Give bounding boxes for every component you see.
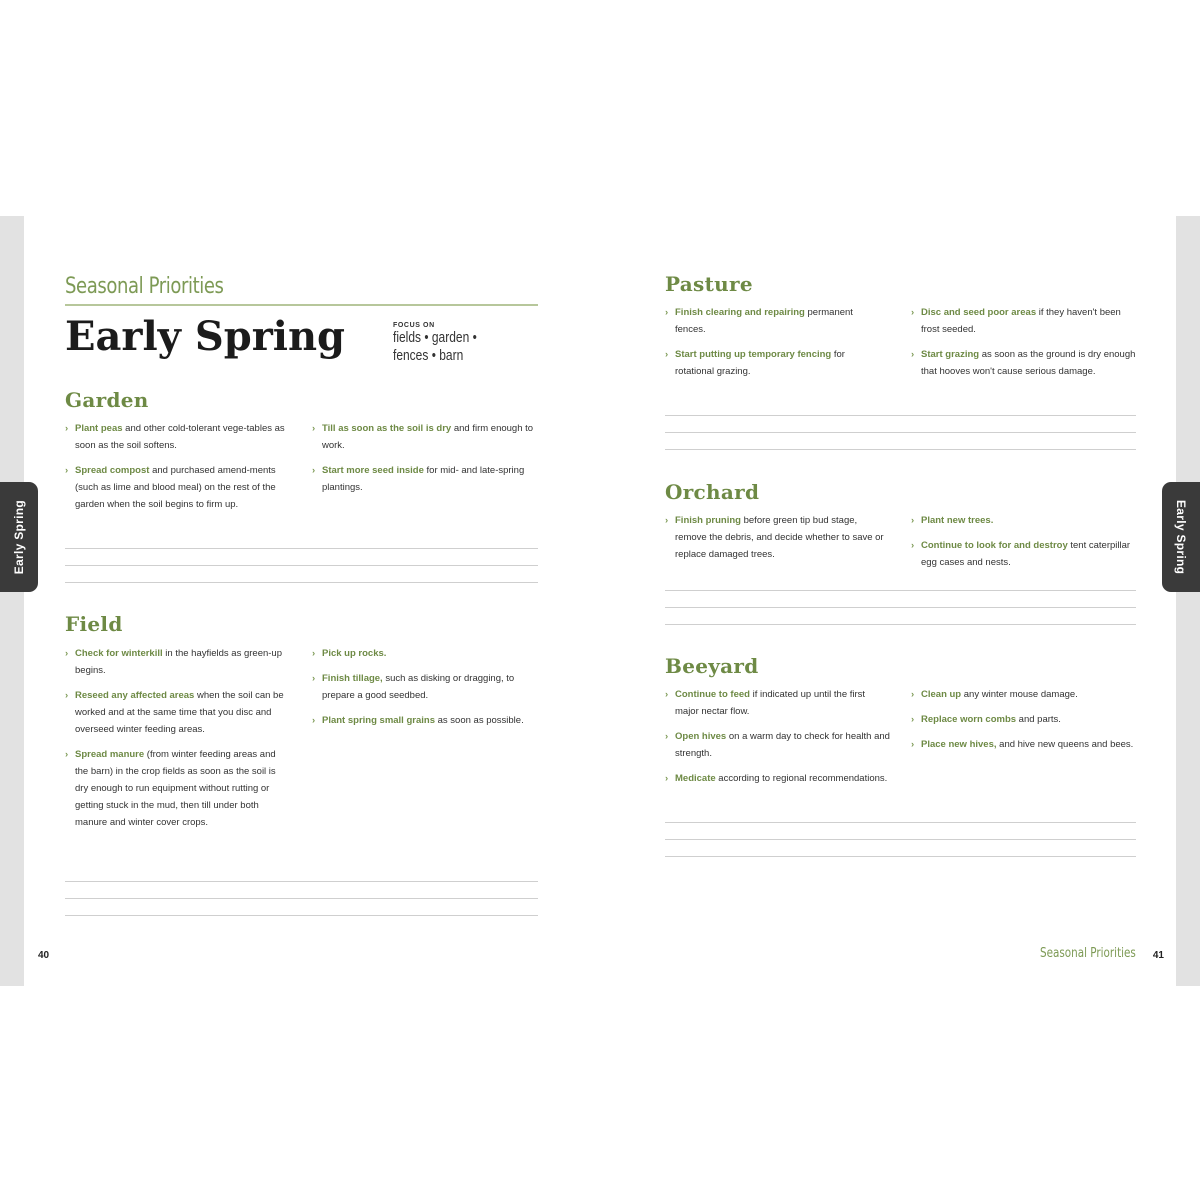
list-item (312, 645, 537, 662)
bullet-icon: › (665, 773, 669, 784)
item-text: before green tip bud stage, remove the debris, and decide whether to save or replace damaged trees. (675, 515, 884, 560)
list-item (65, 746, 291, 831)
section-title-field: Field (65, 612, 123, 636)
item-highlight: Start grazing (921, 349, 980, 360)
item-text: permanent fences. (675, 307, 853, 335)
item-text: for rotational grazing. (675, 349, 845, 377)
item-text: and purchased amend-ments (such as lime and blood meal) on the rest of the garden when the soil begins to firm up. (75, 465, 276, 510)
orchard-col-left (665, 512, 890, 571)
bullet-icon: › (911, 739, 915, 750)
item-text: according to regional recommendations. (715, 773, 888, 784)
bullet-icon: › (665, 689, 669, 700)
item-highlight: Medicate (675, 773, 716, 784)
item-highlight: Clean up (921, 689, 962, 700)
focus-box (393, 322, 503, 365)
pasture-col-right (911, 304, 1136, 388)
bullet-icon: › (65, 465, 69, 476)
note-lines-garden (65, 548, 538, 599)
list-item (312, 712, 537, 729)
list-item (65, 645, 291, 679)
bullet-icon: › (65, 690, 69, 701)
item-highlight: Till as soon as the soil is dry (322, 423, 452, 434)
list-item (911, 711, 1136, 728)
list-item (911, 686, 1136, 703)
orchard-col-right (911, 512, 1136, 579)
item-highlight: Finish tillage, (322, 673, 383, 684)
item-text: if indicated up until the first major nectar flow. (675, 689, 866, 717)
item-highlight: Continue to look for and destroy (921, 540, 1068, 551)
bullet-icon: › (911, 714, 915, 725)
beeyard-col-left (665, 686, 890, 795)
item-text: if they haven't been frost seeded. (921, 307, 1121, 335)
item-text: on a warm day to check for health and strength. (675, 731, 890, 759)
bullet-icon: › (312, 715, 316, 726)
bullet-icon: › (665, 731, 669, 742)
item-text: tent caterpillar egg cases and nests. (921, 540, 1131, 568)
item-highlight: Pick up rocks. (322, 648, 387, 659)
list-item (65, 420, 291, 454)
list-item (665, 686, 890, 720)
bullet-icon: › (65, 648, 69, 659)
bullet-icon: › (65, 423, 69, 434)
item-highlight: Plant peas (75, 423, 123, 434)
list-item (665, 728, 890, 762)
item-text: as soon as possible. (434, 715, 524, 726)
item-text: such as disking or dragging, to prepare a good seedbed. (322, 673, 515, 701)
bullet-icon: › (65, 749, 69, 760)
bullet-icon: › (665, 349, 669, 360)
garden-col-right (312, 420, 537, 504)
note-lines-field (65, 881, 538, 932)
bullet-icon: › (911, 515, 915, 526)
field-col-left (65, 645, 291, 839)
item-highlight: Plant spring small grains (322, 715, 435, 726)
bullet-icon: › (665, 307, 669, 318)
item-highlight: Finish pruning (675, 515, 741, 526)
item-text: (from winter feeding areas and the barn) in the crop fields as soon as the soil is dry enough to run equipment without rutting or getting stuck in the mud, then till under both manure and winter cover crops. (75, 749, 276, 828)
page-edge-left (0, 216, 24, 986)
list-item (665, 770, 890, 787)
list-item (911, 304, 1136, 338)
item-highlight: Start putting up temporary fencing (675, 349, 832, 360)
page-edge-right (1176, 216, 1200, 986)
page-number-left: 40 (38, 950, 50, 961)
field-col-right (312, 645, 537, 737)
item-highlight: Start more seed inside (322, 465, 424, 476)
list-item (665, 346, 885, 380)
item-text: and other cold-tolerant vege-tables as soon as the soil softens. (75, 423, 285, 451)
section-title-pasture: Pasture (665, 272, 753, 296)
item-highlight: Finish clearing and repairing (675, 307, 805, 318)
list-item (65, 687, 291, 738)
item-text: and parts. (1016, 714, 1061, 725)
note-lines-beeyard (665, 822, 1136, 873)
garden-col-left (65, 420, 291, 521)
chapter-tab-right (1162, 482, 1200, 592)
list-item (911, 346, 1136, 380)
running-head: Seasonal Priorities (65, 274, 224, 299)
item-highlight: Plant new trees. (921, 515, 994, 526)
item-highlight: Continue to feed (675, 689, 750, 700)
bullet-icon: › (911, 540, 915, 551)
list-item (665, 512, 890, 563)
section-title-orchard: Orchard (665, 480, 760, 504)
bullet-icon: › (312, 673, 316, 684)
item-highlight: Place new hives, (921, 739, 997, 750)
list-item (65, 462, 291, 513)
focus-items: fields • garden • fences • barn (393, 329, 477, 364)
list-item (911, 512, 1136, 529)
chapter-tab-left (0, 482, 38, 592)
item-highlight: Check for winterkill (75, 648, 163, 659)
page-title: Early Spring (65, 313, 346, 360)
bullet-icon: › (911, 307, 915, 318)
item-text: and firm enough to work. (322, 423, 534, 451)
bullet-icon: › (665, 515, 669, 526)
chapter-tab-label: Early Spring (12, 499, 26, 575)
item-text: when the soil can be worked and at the same time that you disc and overseed winter feeding areas. (75, 690, 284, 735)
right-page (600, 216, 1176, 986)
bullet-icon: › (911, 689, 915, 700)
beeyard-col-right (911, 686, 1136, 761)
item-highlight: Disc and seed poor areas (921, 307, 1037, 318)
note-lines-pasture (665, 415, 1136, 466)
list-item (665, 304, 885, 338)
item-highlight: Open hives (675, 731, 727, 742)
list-item (312, 420, 537, 454)
list-item (312, 670, 537, 704)
focus-label: FOCUS ON (393, 322, 435, 329)
item-text: as soon as the ground is dry enough that hooves won't cause serious damage. (921, 349, 1136, 377)
book-spread (0, 216, 1200, 986)
page-number-right: 41 (1152, 950, 1164, 961)
pasture-col-left (665, 304, 885, 388)
head-rule (65, 304, 538, 306)
list-item (911, 736, 1136, 753)
section-title-beeyard: Beeyard (665, 654, 759, 678)
item-highlight: Reseed any affected areas (75, 690, 195, 701)
bullet-icon: › (312, 648, 316, 659)
item-text: any winter mouse damage. (961, 689, 1078, 700)
note-lines-orchard (665, 590, 1136, 641)
item-highlight: Spread manure (75, 749, 145, 760)
item-text: and hive new queens and bees. (996, 739, 1134, 750)
list-item (911, 537, 1136, 571)
chapter-tab-label: Early Spring (1174, 499, 1188, 575)
item-text: for mid- and late-spring plantings. (322, 465, 525, 493)
section-title-garden: Garden (65, 388, 149, 412)
bullet-icon: › (312, 423, 316, 434)
list-item (312, 462, 537, 496)
item-highlight: Replace worn combs (921, 714, 1017, 725)
item-highlight: Spread compost (75, 465, 150, 476)
item-text: in the hayfields as green-up begins. (75, 648, 282, 676)
left-page (24, 216, 600, 986)
bullet-icon: › (911, 349, 915, 360)
bullet-icon: › (312, 465, 316, 476)
footer-running-head: Seasonal Priorities (1040, 946, 1136, 961)
